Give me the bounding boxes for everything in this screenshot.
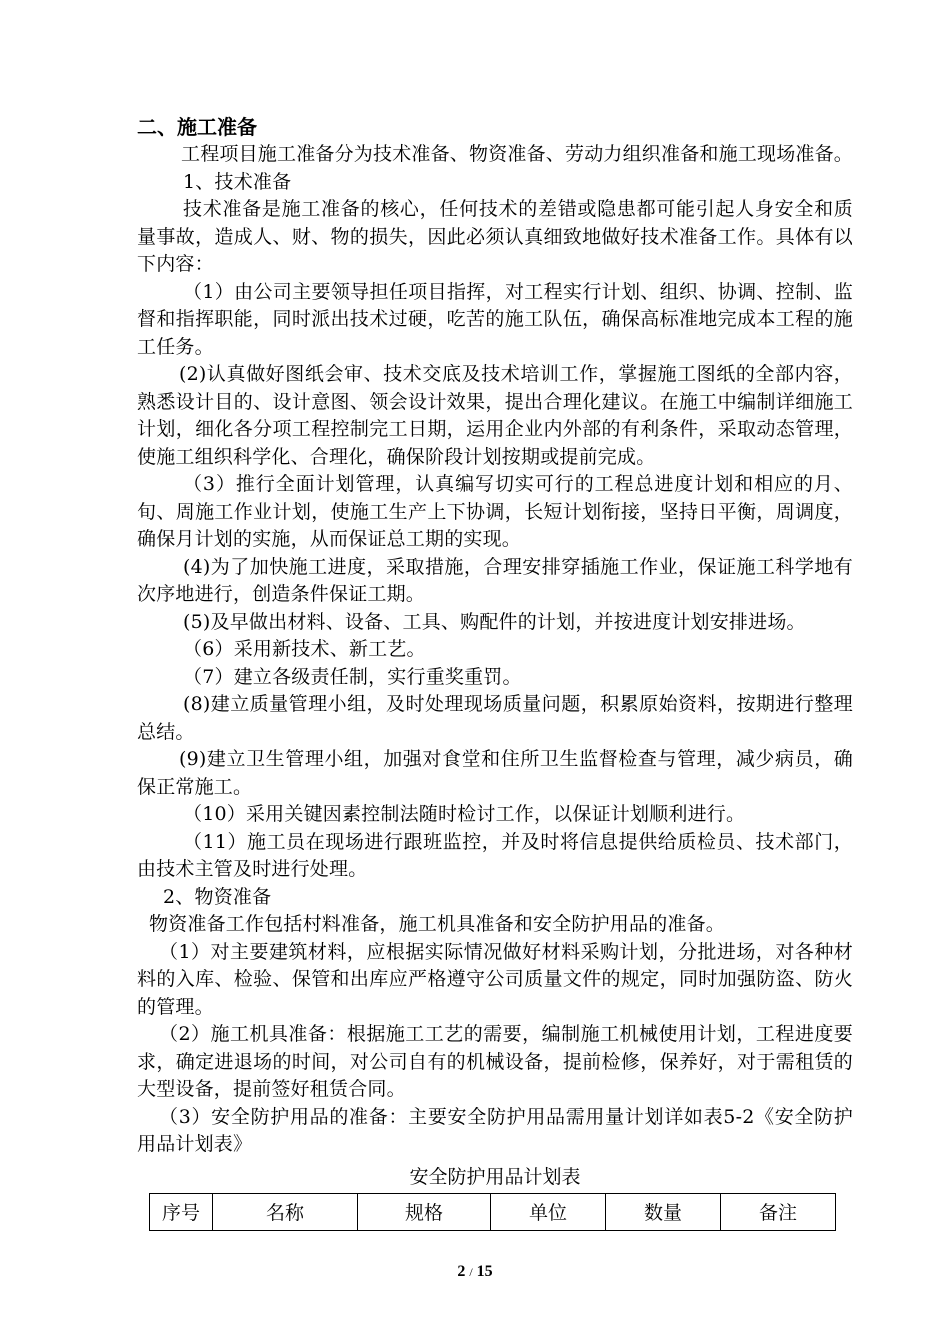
page-number-separator: / <box>469 1265 473 1279</box>
tech-item-3: （3）推行全面计划管理，认真编写切实可行的工程总进度计划和相应的月、旬、周施工作业计划，使施工生产上下协调，长短计划衔接，坚持日平衡，周调度，确保月计划的实施，从而保证总工期的实现。 <box>137 473 853 550</box>
tech-item-10: （10）采用关键因素控制法随时检讨工作，以保证计划顺利进行。 <box>183 803 746 825</box>
tech-heading: 1、技术准备 <box>183 170 292 193</box>
tech-item-8: (8)建立质量管理小组，及时处理现场质量问题，积累原始资料，按期进行整理总结。 <box>137 693 853 743</box>
tech-item-11: （11）施工员在现场进行跟班监控，并及时将信息提供给质检员、技术部门，由技术主管及时进行处理。 <box>137 830 853 880</box>
table-header-cell: 数量 <box>606 1193 721 1230</box>
tech-item-4: (4)为了加快施工进度，采取措施，合理安排穿插施工作业，保证施工科学地有次序地进行，创造条件保证工期。 <box>137 555 853 605</box>
tech-item-2: (2)认真做好图纸会审、技术交底及技术培训工作，掌握施工图纸的全部内容，熟悉设计目的、设计意图、领会设计效果，提出合理化建议。在施工中编制详细施工计划，细化各分项工程控制完工日期，运用企业内外部的有利条件，采取动态管理，使施工组织科学化、合理化，确保阶段计划按期或提前完成。 <box>137 363 853 468</box>
material-item-2: （2）施工机具准备：根据施工工艺的需要，编制施工机械使用计划，工程进度要求，确定进退场的时间，对公司自有的机械设备，提前检修，保养好，对于需租赁的大型设备，提前签好租赁合同。 <box>137 1023 853 1100</box>
table-title: 安全防护用品计划表 <box>409 1165 581 1188</box>
table-header-cell: 序号 <box>150 1193 213 1230</box>
tech-item-9: (9)建立卫生管理小组，加强对食堂和住所卫生监督检查与管理，减少病员，确保正常施工。 <box>137 748 853 798</box>
table-header-cell: 名称 <box>213 1193 358 1230</box>
page-number-current: 2 <box>457 1263 466 1280</box>
tech-item-7: （7）建立各级责任制，实行重奖重罚。 <box>183 665 522 688</box>
page-number-total: 15 <box>476 1263 493 1280</box>
section-intro: 工程项目施工准备分为技术准备、物资准备、劳动力组织准备和施工现场准备。 <box>181 143 854 165</box>
material-intro: 物资准备工作包括村料准备，施工机具准备和安全防护用品的准备。 <box>149 913 726 935</box>
table-header-row <box>150 1193 836 1230</box>
material-heading: 2、物资准备 <box>163 885 272 908</box>
tech-item-5: (5)及早做出材料、设备、工具、购配件的计划，并按进度计划安排进场。 <box>183 610 806 633</box>
section-title: 二、施工准备 <box>137 115 257 139</box>
safety-equipment-table <box>149 1193 836 1231</box>
material-item-1: （1）对主要建筑材料，应根据实际情况做好材料采购计划，分批进场，对各种材料的入库、检验、保管和出库应严格遵守公司质量文件的规定，同时加强防盗、防火的管理。 <box>137 940 853 1018</box>
tech-item-6: （6）采用新技术、新工艺。 <box>183 638 426 660</box>
table-header-cell: 备注 <box>721 1193 836 1230</box>
document-body <box>137 113 853 1231</box>
tech-item-1: （1）由公司主要领导担任项目指挥，对工程实行计划、组织、协调、控制、监督和指挥职能，同时派出技术过硬，吃苦的施工队伍，确保高标准地完成本工程的施工任务。 <box>137 280 853 358</box>
material-item-3: （3）安全防护用品的准备：主要安全防护用品需用量计划详如表5-2《安全防护用品计划表》 <box>137 1105 853 1155</box>
table-header-cell: 单位 <box>491 1193 606 1230</box>
table-header-cell: 规格 <box>358 1193 491 1230</box>
tech-intro: 技术准备是施工准备的核心，任何技术的差错或隐患都可能引起人身安全和质量事故，造成人、财、物的损失，因此必须认真细致地做好技术准备工作。具体有以下内容： <box>137 198 853 275</box>
page-number <box>0 1263 950 1281</box>
